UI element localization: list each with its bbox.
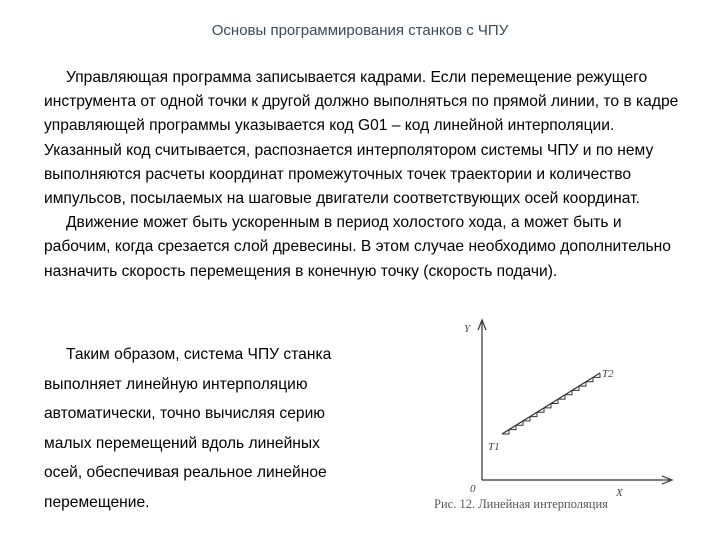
paragraph-3-line: малых перемещений вдоль линейных <box>44 434 320 452</box>
paragraph-3-line: перемещение. <box>44 493 150 511</box>
paragraph-3 <box>44 340 404 518</box>
paragraph-1: Управляющая программа записывается кадрами. Если перемещение режущего инструмента от одной точки к другой должно выполняться по прямой линии, то в кадре управляющей программы указывается код G01 – код линейной интерполяции. Указанный код считывается, распознается интерполятором системы ЧПУ и по нему выполняются расчеты координат промежуточных точек траектории и количество импульсов, посылаемых на шаговые двигатели соответствующих осей координат. <box>44 69 679 208</box>
origin-label: 0 <box>470 483 476 495</box>
figure-caption: Рис. 12. Линейная интерполяция <box>434 497 608 511</box>
paragraph-3-line: осей, обеспечивая реальное линейное <box>44 464 327 482</box>
paragraph-3-line: Таким образом, система ЧПУ станка <box>66 346 332 363</box>
paragraph-3-line: выполняет линейную интерполяцию <box>44 375 308 393</box>
paragraph-2: Движение может быть ускоренным в период холостого хода, а может быть и рабочим, когда срезается слой древесины. В этом случае необходимо дополнительно назначить скорость перемещения в конечную точку (скорость подачи). <box>44 214 671 280</box>
main-text <box>44 66 684 284</box>
paragraph-3-line: автоматически, точно вычисляя серию <box>44 405 325 423</box>
y-axis-label: Y <box>464 323 471 335</box>
end-point-label: T2 <box>602 368 614 380</box>
slide-title: Основы программирования станков с ЧПУ <box>211 22 509 39</box>
start-point-label: T1 <box>488 441 500 453</box>
x-axis-label: X <box>616 487 623 499</box>
